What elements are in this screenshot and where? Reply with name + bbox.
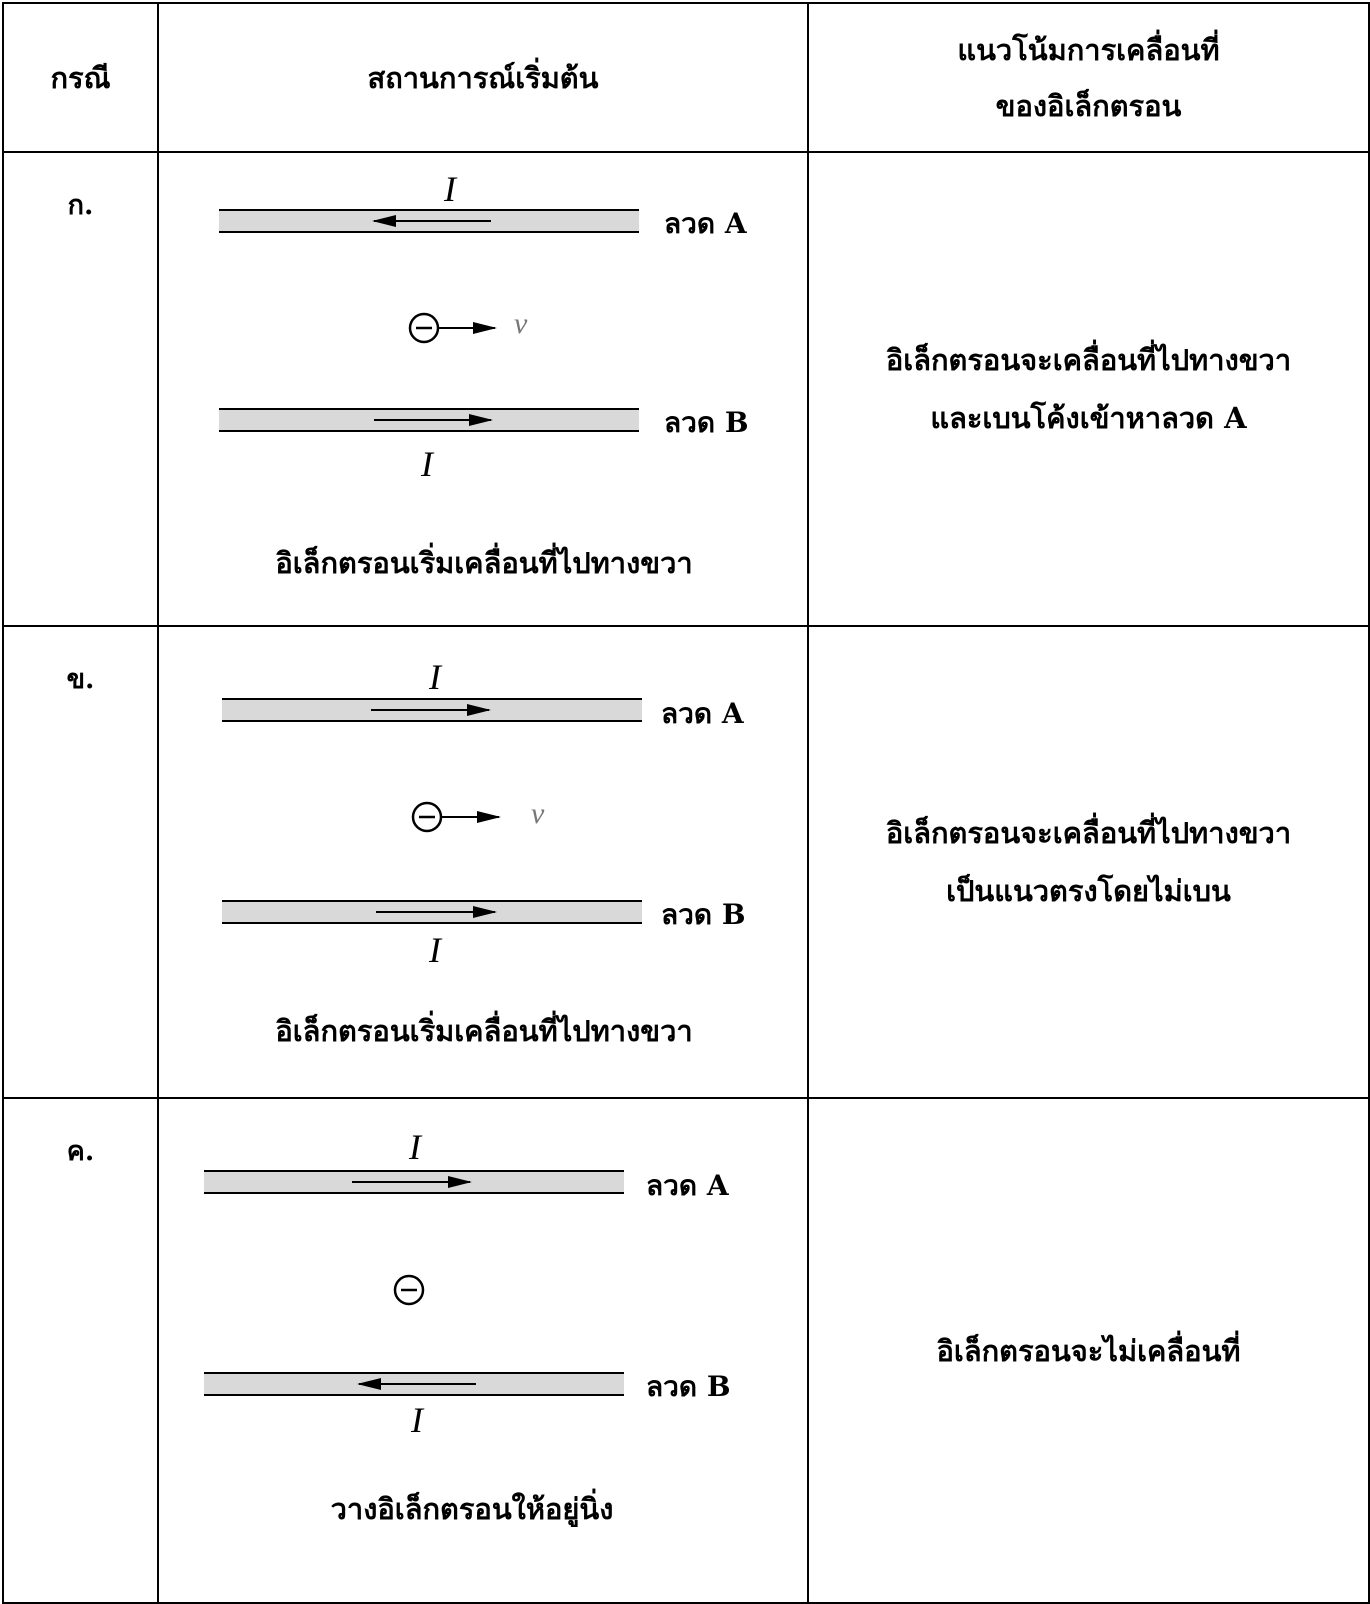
current-label-b: I — [421, 444, 433, 484]
scene-cell — [158, 1098, 808, 1603]
scene-caption: อิเล็กตรอนเริ่มเคลื่อนที่ไปทางขวา — [275, 546, 693, 580]
current-label-a: I — [409, 1127, 421, 1167]
scene-diagram — [159, 1099, 809, 1602]
scene-diagram — [159, 153, 809, 625]
case-label: ข. — [66, 664, 95, 695]
wire-label-b: ลวด B — [661, 898, 746, 931]
header-case-text: กรณี — [50, 60, 111, 95]
velocity-label: v⃗ — [531, 797, 568, 830]
wire-label-b: ลวด B — [646, 1370, 731, 1403]
case-row-3 — [3, 1098, 1369, 1603]
tendency-line1: อิเล็กตรอนจะไม่เคลื่อนที่ — [936, 1333, 1241, 1368]
header-initial-situation-text: สถานการณ์เริ่มต้น — [367, 60, 599, 95]
header-tendency-line2: ของอิเล็กตรอน — [995, 88, 1182, 123]
header-tendency — [808, 3, 1369, 152]
scene-diagram — [159, 627, 809, 1097]
wire-label-a: ลวด A — [646, 1169, 729, 1202]
case-label: ค. — [66, 1136, 95, 1167]
case-label: ก. — [67, 190, 94, 221]
physics-table — [2, 2, 1370, 1604]
case-row-2 — [3, 626, 1369, 1098]
current-label-a: I — [444, 169, 456, 209]
case-cell — [3, 152, 158, 626]
current-label-a: I — [429, 657, 441, 697]
tendency-line2: เป็นแนวตรงโดยไม่เบน — [946, 874, 1231, 908]
tendency-line1: อิเล็กตรอนจะเคลื่อนที่ไปทางขวา — [885, 816, 1292, 850]
wire-label-a: ลวด A — [661, 697, 744, 730]
current-label-b: I — [429, 930, 441, 970]
header-tendency-line1: แนวโน้มการเคลื่อนที่ — [957, 32, 1220, 67]
wire-label-b: ลวด B — [664, 406, 749, 439]
case-cell — [3, 1098, 158, 1603]
case-cell — [3, 626, 158, 1098]
scene-cell — [158, 152, 808, 626]
velocity-label: v⃗ — [514, 307, 551, 340]
header-row — [3, 3, 1369, 152]
tendency-cell — [808, 626, 1369, 1098]
tendency-line2: และเบนโค้งเข้าหาลวด A — [930, 401, 1247, 435]
scene-cell — [158, 626, 808, 1098]
current-label-b: I — [411, 1400, 423, 1440]
scene-caption: วางอิเล็กตรอนให้อยู่นิ่ง — [330, 1492, 614, 1526]
tendency-line1: อิเล็กตรอนจะเคลื่อนที่ไปทางขวา — [885, 343, 1292, 377]
wire-label-a: ลวด A — [664, 207, 747, 240]
header-case — [3, 3, 158, 152]
header-initial-situation — [158, 3, 808, 152]
case-row-1 — [3, 152, 1369, 626]
tendency-cell — [808, 152, 1369, 626]
scene-caption: อิเล็กตรอนเริ่มเคลื่อนที่ไปทางขวา — [275, 1014, 693, 1048]
tendency-cell — [808, 1098, 1369, 1603]
